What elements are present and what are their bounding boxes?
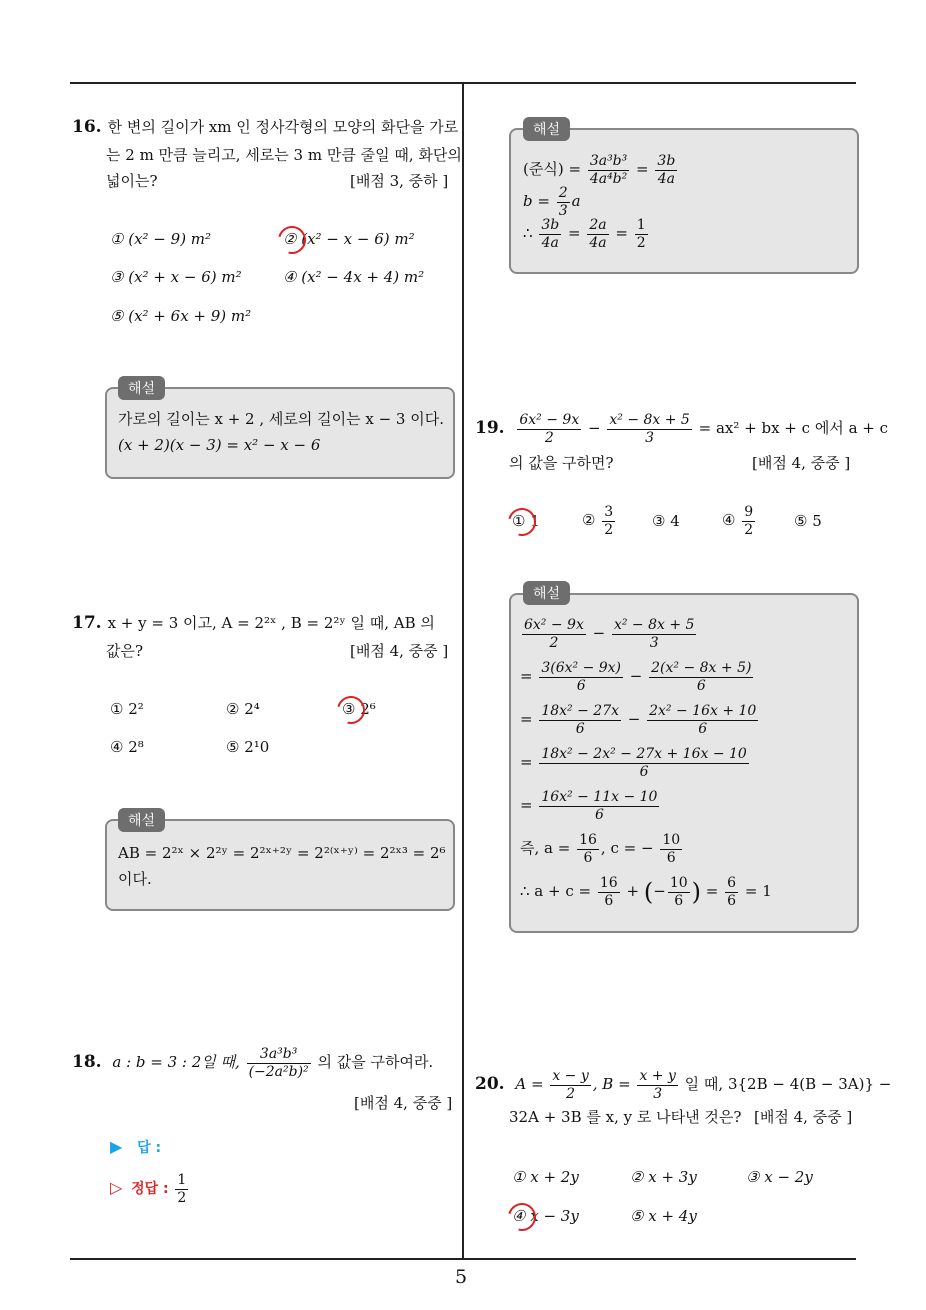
q19-e1-f1d: 2 (549, 634, 559, 651)
q18-exp-f1d: 4a⁴b² (589, 170, 628, 187)
q16-text3: 넓이는? (106, 172, 158, 190)
q19-f2n: x² − 8x + 5 (609, 411, 690, 428)
q19-exp-l2-frac1 (539, 660, 623, 695)
q18-exp-l2-fn: 2 (558, 184, 568, 201)
q18-exp-l2-frac (557, 185, 570, 220)
q17-text1: x + y = 3 이고, A = 2²ˣ , B = 2²ʸ 일 때, AB 의 (107, 614, 435, 632)
q19-e3-f1n: 18x² − 27x (541, 702, 620, 719)
q19-choice-5[interactable]: ⑤ 5 (794, 512, 822, 530)
q19-exp-l7-frac1 (598, 875, 620, 910)
therefore-symbol: ∴ (523, 224, 533, 242)
q19-e1-f2d: 3 (649, 634, 659, 651)
q20-choice-5[interactable]: ⑤ x + 4y (630, 1207, 697, 1225)
q18-exp-f1n: 3a³b³ (589, 152, 628, 169)
q18-correct-den: 2 (177, 1189, 187, 1206)
q19-e6-mid: , c = − (600, 839, 654, 857)
q18-exp-l2-lead: b = (523, 192, 550, 210)
q19-exp-l6-frac1 (577, 832, 599, 867)
q18-answer-row (110, 1136, 161, 1159)
q19-e7-f1n: 16 (599, 874, 618, 891)
q20-choice-4[interactable]: ④ x − 3y (512, 1207, 579, 1225)
q19-frac2 (607, 412, 691, 447)
q18-correct-row (110, 1168, 190, 1209)
q19-e7-lead: ∴ a + c = (520, 882, 592, 900)
q19-f2d: 3 (645, 429, 655, 446)
q17-choice-5[interactable]: ⑤ 2¹0 (226, 738, 270, 756)
q18-exp-l3-f2n: 2a (589, 216, 607, 233)
q19-e4-fn: 18x² − 2x² − 27x + 16x − 10 (541, 745, 747, 762)
q19-exp-l5-frac (539, 789, 659, 824)
q18-number: 18. (72, 1052, 102, 1072)
q16-text1: 한 변의 길이가 xm 인 정사각형의 모양의 화단을 가로 (107, 118, 459, 136)
q19-e6-f1n: 16 (579, 831, 597, 848)
q16-choice-1[interactable]: ① (x² − 9) m² (110, 230, 212, 248)
q19-exp-l7-frac2 (668, 875, 690, 910)
q19-c2d: 2 (604, 521, 614, 538)
q18-exp-line3: ∴ $\frac{3b}{4a}$ = $\frac{2a}{4a}$ = $\frac{1}{2}$ (523, 216, 646, 251)
q19-line1 (475, 408, 888, 448)
q19-e5-fd: 6 (594, 806, 604, 823)
q18-correct-label: 정답 : (131, 1181, 169, 1197)
q16-line1 (72, 116, 458, 138)
q19-e7-f3d: 6 (727, 892, 737, 909)
q16-answer-mark (273, 221, 311, 259)
q17-explanation-box (105, 819, 455, 911)
q19-c4n: 9 (744, 503, 754, 520)
column-divider (462, 83, 464, 1259)
q19-e7-f2d: 6 (674, 892, 684, 909)
q20-choice-2[interactable]: ② x + 3y (630, 1168, 697, 1186)
q19-e2-f1d: 6 (576, 677, 586, 694)
q19-e6-f2n: 10 (662, 831, 681, 848)
q19-c4-frac (742, 504, 755, 539)
q19-e4-fd: 6 (639, 763, 649, 780)
q19-c2n: 3 (604, 503, 614, 520)
q19-f1d: 2 (544, 429, 554, 446)
q16-number: 16. (72, 117, 102, 137)
right-paren: ) (691, 878, 702, 906)
q16-choice-3[interactable]: ③ (x² + x − 6) m² (110, 268, 242, 286)
q19-answer-mark (503, 503, 541, 541)
q19-c2-label: ② (582, 511, 596, 529)
q18-text-a: a : b = 3 : 2일 때, (112, 1053, 240, 1071)
q18-exp-frac1 (588, 153, 629, 188)
q19-exp-l1-frac2 (612, 617, 696, 652)
q17-choice-2[interactable]: ② 2⁴ (226, 700, 260, 718)
q17-explanation-tag: 해설 (118, 808, 165, 832)
q19-exp-l3-frac1 (539, 703, 621, 738)
q19-exp-l6-frac2 (660, 832, 682, 867)
q18-answer-label: 답 : (137, 1140, 162, 1156)
q19-exp-l3-frac2 (647, 703, 758, 738)
q19-minus: − (588, 419, 601, 437)
q19-exp-line4: = $\frac{\text{18x² − 2x² − 27x + 16x − 10}}{6}$ (520, 745, 747, 780)
q19-choice-2[interactable] (582, 500, 617, 540)
q19-e7-eq: = (705, 882, 719, 900)
q20-b-frac (637, 1068, 677, 1103)
triangle-outline-icon: ▷ (110, 1178, 123, 1197)
q19-c2-frac (602, 504, 615, 539)
q18-exp-l3-f1d: 4a (541, 234, 559, 251)
q18-correct-num: 1 (177, 1171, 187, 1188)
q18-frac-num: 3a³b³ (247, 1046, 311, 1064)
q17-choice-4[interactable]: ④ 2⁸ (110, 738, 144, 756)
q19-e7-f3n: 6 (727, 874, 737, 891)
q20-b-label: , B = (592, 1075, 631, 1093)
q17-exp-line1: AB = 2²ˣ × 2²ʸ = 2²ˣ⁺²ʸ = 2²⁽ˣ⁺ʸ⁾ = 2²ˣ³ = 2⁶ (118, 844, 446, 862)
left-paren: ( (643, 878, 654, 906)
q18-text-b: 의 값을 구하여라. (317, 1053, 434, 1071)
q19-e1-f1n: 6x² − 9x (524, 616, 584, 633)
q19-exp-line5: = $\frac{\text{16x² − 11x − 10}}{6}$ (520, 788, 658, 823)
q18-exp-eq: = (636, 160, 649, 178)
q19-e2-f2n: 2(x² − 8x + 5) (651, 659, 752, 676)
q19-frac1 (517, 412, 581, 447)
q17-answer-mark (332, 691, 370, 729)
q19-exp-l1-frac1 (522, 617, 586, 652)
q18-exp-l3-f2d: 4a (589, 234, 607, 251)
q18-exp-l2-tail: a (571, 192, 581, 210)
q19-e7-plus: + (626, 882, 640, 900)
q20-choice-1[interactable]: ① x + 2y (512, 1168, 579, 1186)
q17-exp-line2: 이다. (118, 870, 152, 888)
q19-exp-line3: = $\frac{\text{18x² − 27x}}{6}$ − $\frac{\text{2x² − 16x + 10}}{6}$ (520, 702, 757, 737)
q17-choice-1[interactable]: ① 2² (110, 700, 144, 718)
q17-meta: [배점 4, 중중 ] (350, 642, 449, 660)
q20-choice-3[interactable]: ③ x − 2y (746, 1168, 813, 1186)
page-number: 5 (455, 1266, 468, 1288)
q20-text-a: 일 때, 3{2B − 4(B − 3A)} − (684, 1075, 892, 1093)
q19-exp-line7: ∴ a + c = $\frac{16}{6}$ + (− $\frac{10}{6}$ ) = $\frac{6}{6}$ = 1 (520, 874, 772, 909)
q19-exp-l7-frac3 (725, 875, 738, 910)
q18-exp-f2n: 3b (657, 152, 676, 169)
q20-answer-mark (503, 1198, 541, 1236)
q19-e3-f2d: 6 (698, 720, 708, 737)
q16-choice-5[interactable]: ⑤ (x² + 6x + 9) m² (110, 307, 252, 325)
q18-exp-l3-frac2 (587, 217, 608, 252)
q20-number: 20. (475, 1074, 505, 1094)
q18-exp-l1-lead: (준식) = (523, 160, 582, 178)
q18-exp-f2d: 4a (657, 170, 675, 187)
q18-exp-line1 (523, 150, 679, 188)
q16-choice-4[interactable]: ④ (x² − 4x + 4) m² (283, 268, 425, 286)
q19-e5-fn: 16x² − 11x − 10 (541, 788, 658, 805)
q17-line1 (72, 612, 435, 634)
q19-number: 19. (475, 418, 505, 438)
q18-correct-fraction (175, 1172, 188, 1207)
q19-e6-f1d: 6 (583, 849, 593, 866)
q18-meta: [배점 4, 중중 ] (354, 1094, 453, 1112)
q20-meta: [배점 4, 중중 ] (754, 1108, 853, 1126)
q19-e2-f1n: 3(6x² − 9x) (541, 659, 622, 676)
q18-exp-l3-f3n: 1 (636, 216, 646, 233)
q19-exp-line1: $\frac{\text{6x² − 9x}}{2}$ − $\frac{\text{x² − 8x + 5}}{3}$ (524, 616, 695, 651)
q19-exp-l4-frac (539, 746, 749, 781)
q18-exp-l2-fd: 3 (558, 202, 568, 219)
q18-explanation-tag: 해설 (523, 117, 570, 141)
q19-e7-f1d: 6 (604, 892, 614, 909)
q18-exp-l3-f1n: 3b (541, 216, 560, 233)
q17-text2: 값은? (106, 642, 144, 660)
q19-e6-lead: 즉, a = (520, 839, 571, 857)
q17-choice-3[interactable]: ③ 2⁶ (342, 700, 376, 718)
q19-explanation-tag: 해설 (523, 581, 570, 605)
q19-e6-f2d: 6 (666, 849, 676, 866)
q16-text2: 는 2 m 만큼 늘리고, 세로는 3 m 만큼 줄일 때, 화단의 (106, 146, 462, 164)
q16-choice-2[interactable]: ② (x² − x − 6) m² (283, 230, 415, 248)
q19-meta: [배점 4, 중중 ] (752, 454, 851, 472)
q19-e1-f2n: x² − 8x + 5 (613, 616, 695, 633)
q16-exp-line1: 가로의 길이는 x + 2 , 세로의 길이는 x − 3 이다. (118, 410, 444, 428)
q18-frac-den: (−2a²b)² (248, 1063, 309, 1080)
play-icon: ▶ (110, 1137, 123, 1156)
q19-text2: 의 값을 구하면? (509, 454, 614, 472)
q18-exp-l3-frac1 (539, 217, 561, 252)
q16-explanation-tag: 해설 (118, 376, 165, 400)
q19-exp-line6 (520, 829, 684, 867)
q19-choice-4[interactable] (722, 500, 757, 540)
q20-text2: 32A + 3B 를 x, y 로 나타낸 것은? (509, 1108, 742, 1126)
q16-exp-line2: (x + 2)(x − 3) = x² − x − 6 (118, 436, 321, 454)
q19-text-a: = ax² + bx + c 에서 a + c (698, 419, 889, 437)
q19-choice-3[interactable]: ③ 4 (652, 512, 680, 530)
q20-line1 (475, 1064, 891, 1104)
q19-e3-f2n: 2x² − 16x + 10 (649, 702, 757, 719)
q18-exp-line2 (523, 184, 581, 220)
q19-e7-result: = 1 (744, 882, 772, 900)
q19-f1n: 6x² − 9x (519, 411, 580, 428)
q19-exp-l2-frac2 (649, 660, 753, 695)
q19-e7-f2n: 10 (669, 874, 688, 891)
q19-c4d: 2 (744, 521, 754, 538)
q19-e2-f2d: 6 (696, 677, 706, 694)
q18-line1 (72, 1042, 433, 1082)
q18-exp-l3-frac3 (635, 217, 648, 252)
q16-explanation-box (105, 387, 455, 479)
q19-e3-f1d: 6 (575, 720, 585, 737)
bottom-rule (70, 1258, 856, 1260)
q16-meta: [배점 3, 중하 ] (350, 172, 449, 190)
q20-b-fn: x + y (639, 1067, 676, 1084)
q19-exp-line2: = $\frac{\text{3(6x² − 9x)}}{6}$ − $\frac{\text{2(x² − 8x + 5)}}{6}$ (520, 659, 752, 694)
q19-c4-label: ④ (722, 511, 736, 529)
q17-number: 17. (72, 613, 102, 633)
q20-a-fn: x − y (552, 1067, 589, 1084)
q20-a-fd: 2 (566, 1085, 575, 1102)
q20-a-label: A = (515, 1075, 544, 1093)
q20-a-frac (550, 1068, 590, 1103)
q18-exp-l3-f3d: 2 (636, 234, 646, 251)
q18-exp-frac2 (655, 153, 677, 188)
q19-choice-1[interactable]: ① 1 (512, 512, 540, 530)
q20-b-fd: 3 (653, 1085, 663, 1102)
q18-fraction (247, 1046, 311, 1081)
